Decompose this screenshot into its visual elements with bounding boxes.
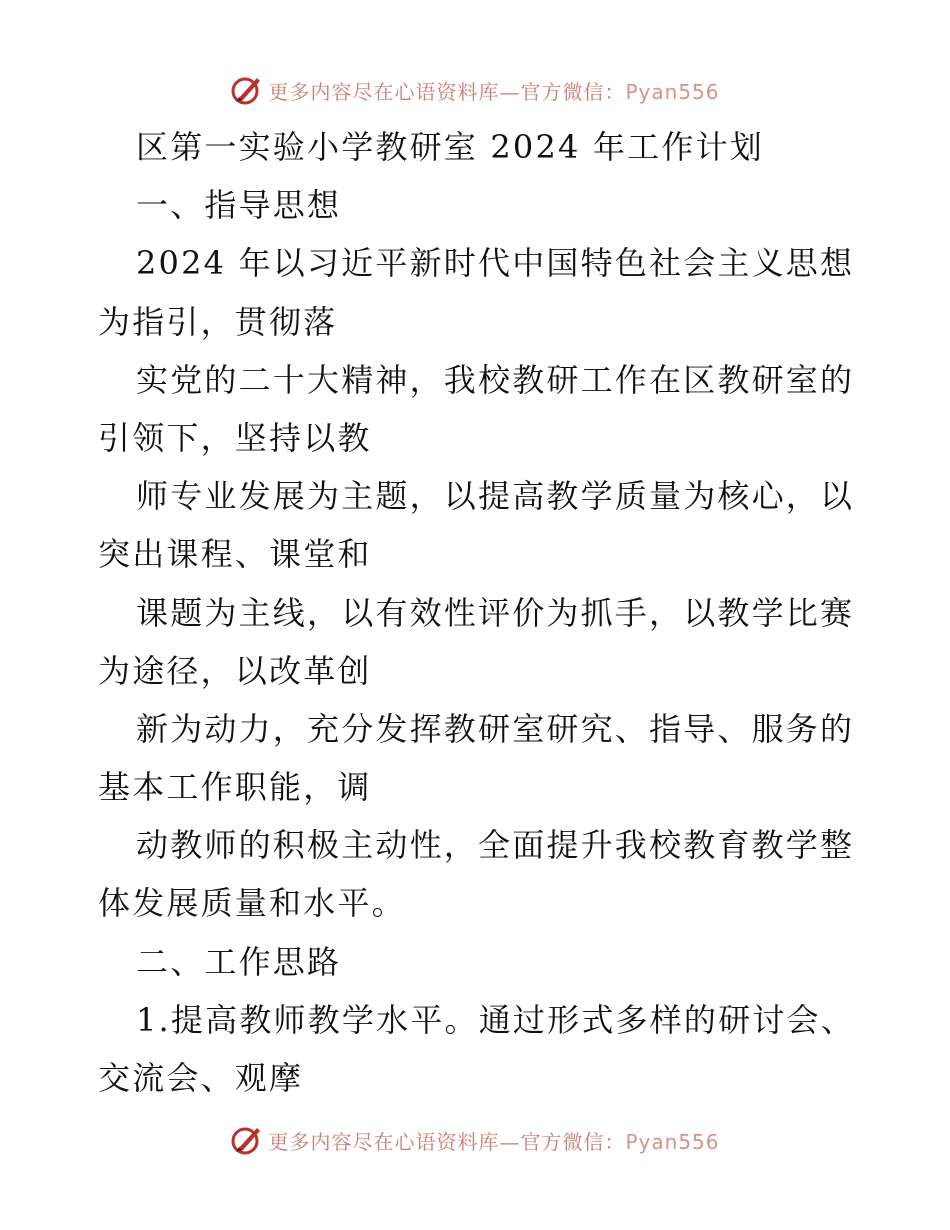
- watermark-wechat-id: Pyan556: [625, 1129, 720, 1154]
- watermark-text: [268, 76, 719, 105]
- text-line: 师专业发展为主题，以提高教学质量为核心，以: [136, 477, 855, 516]
- text-line: 基本工作职能，调: [98, 768, 372, 807]
- text-line: 为指引，贯彻落: [98, 302, 338, 341]
- text-line: 一、指导思想: [136, 186, 342, 225]
- document-body: [98, 118, 858, 1107]
- text-line: 体发展质量和水平。: [98, 884, 406, 923]
- quill-logo-icon: [230, 73, 264, 107]
- text-line: 突出课程、课堂和: [98, 535, 372, 574]
- text-line: 1.提高教师教学水平。通过形式多样的研讨会、: [136, 1000, 855, 1039]
- watermark-wechat-id: Pyan556: [625, 79, 720, 104]
- text-line: 实党的二十大精神，我校教研工作在区教研室的: [136, 360, 855, 399]
- watermark-header: [0, 70, 950, 110]
- text-line: 区第一实验小学教研室 2024 年工作计划: [136, 128, 764, 166]
- text-line: 交流会、观摩: [98, 1059, 304, 1097]
- text-line: 新为动力，充分发挥教研室研究、指导、服务的: [136, 709, 855, 748]
- text-line: 引领下，坚持以教: [98, 418, 372, 457]
- text-line: 为途径，以改革创: [98, 651, 372, 690]
- text-line: 2024 年以习近平新时代中国特色社会主义思想: [136, 244, 855, 283]
- watermark-text: [268, 1126, 719, 1155]
- watermark-text-cn: 更多内容尽在心语资料库—官方微信：: [268, 1129, 626, 1154]
- quill-logo-icon: [230, 1123, 264, 1157]
- watermark-text-cn: 更多内容尽在心语资料库—官方微信：: [268, 79, 626, 104]
- text-line: 二、工作思路: [136, 942, 342, 981]
- text-line: 动教师的积极主动性，全面提升我校教育教学整: [136, 826, 855, 865]
- watermark-footer: [0, 1120, 950, 1160]
- text-line: 课题为主线，以有效性评价为抓手，以教学比赛: [136, 593, 855, 632]
